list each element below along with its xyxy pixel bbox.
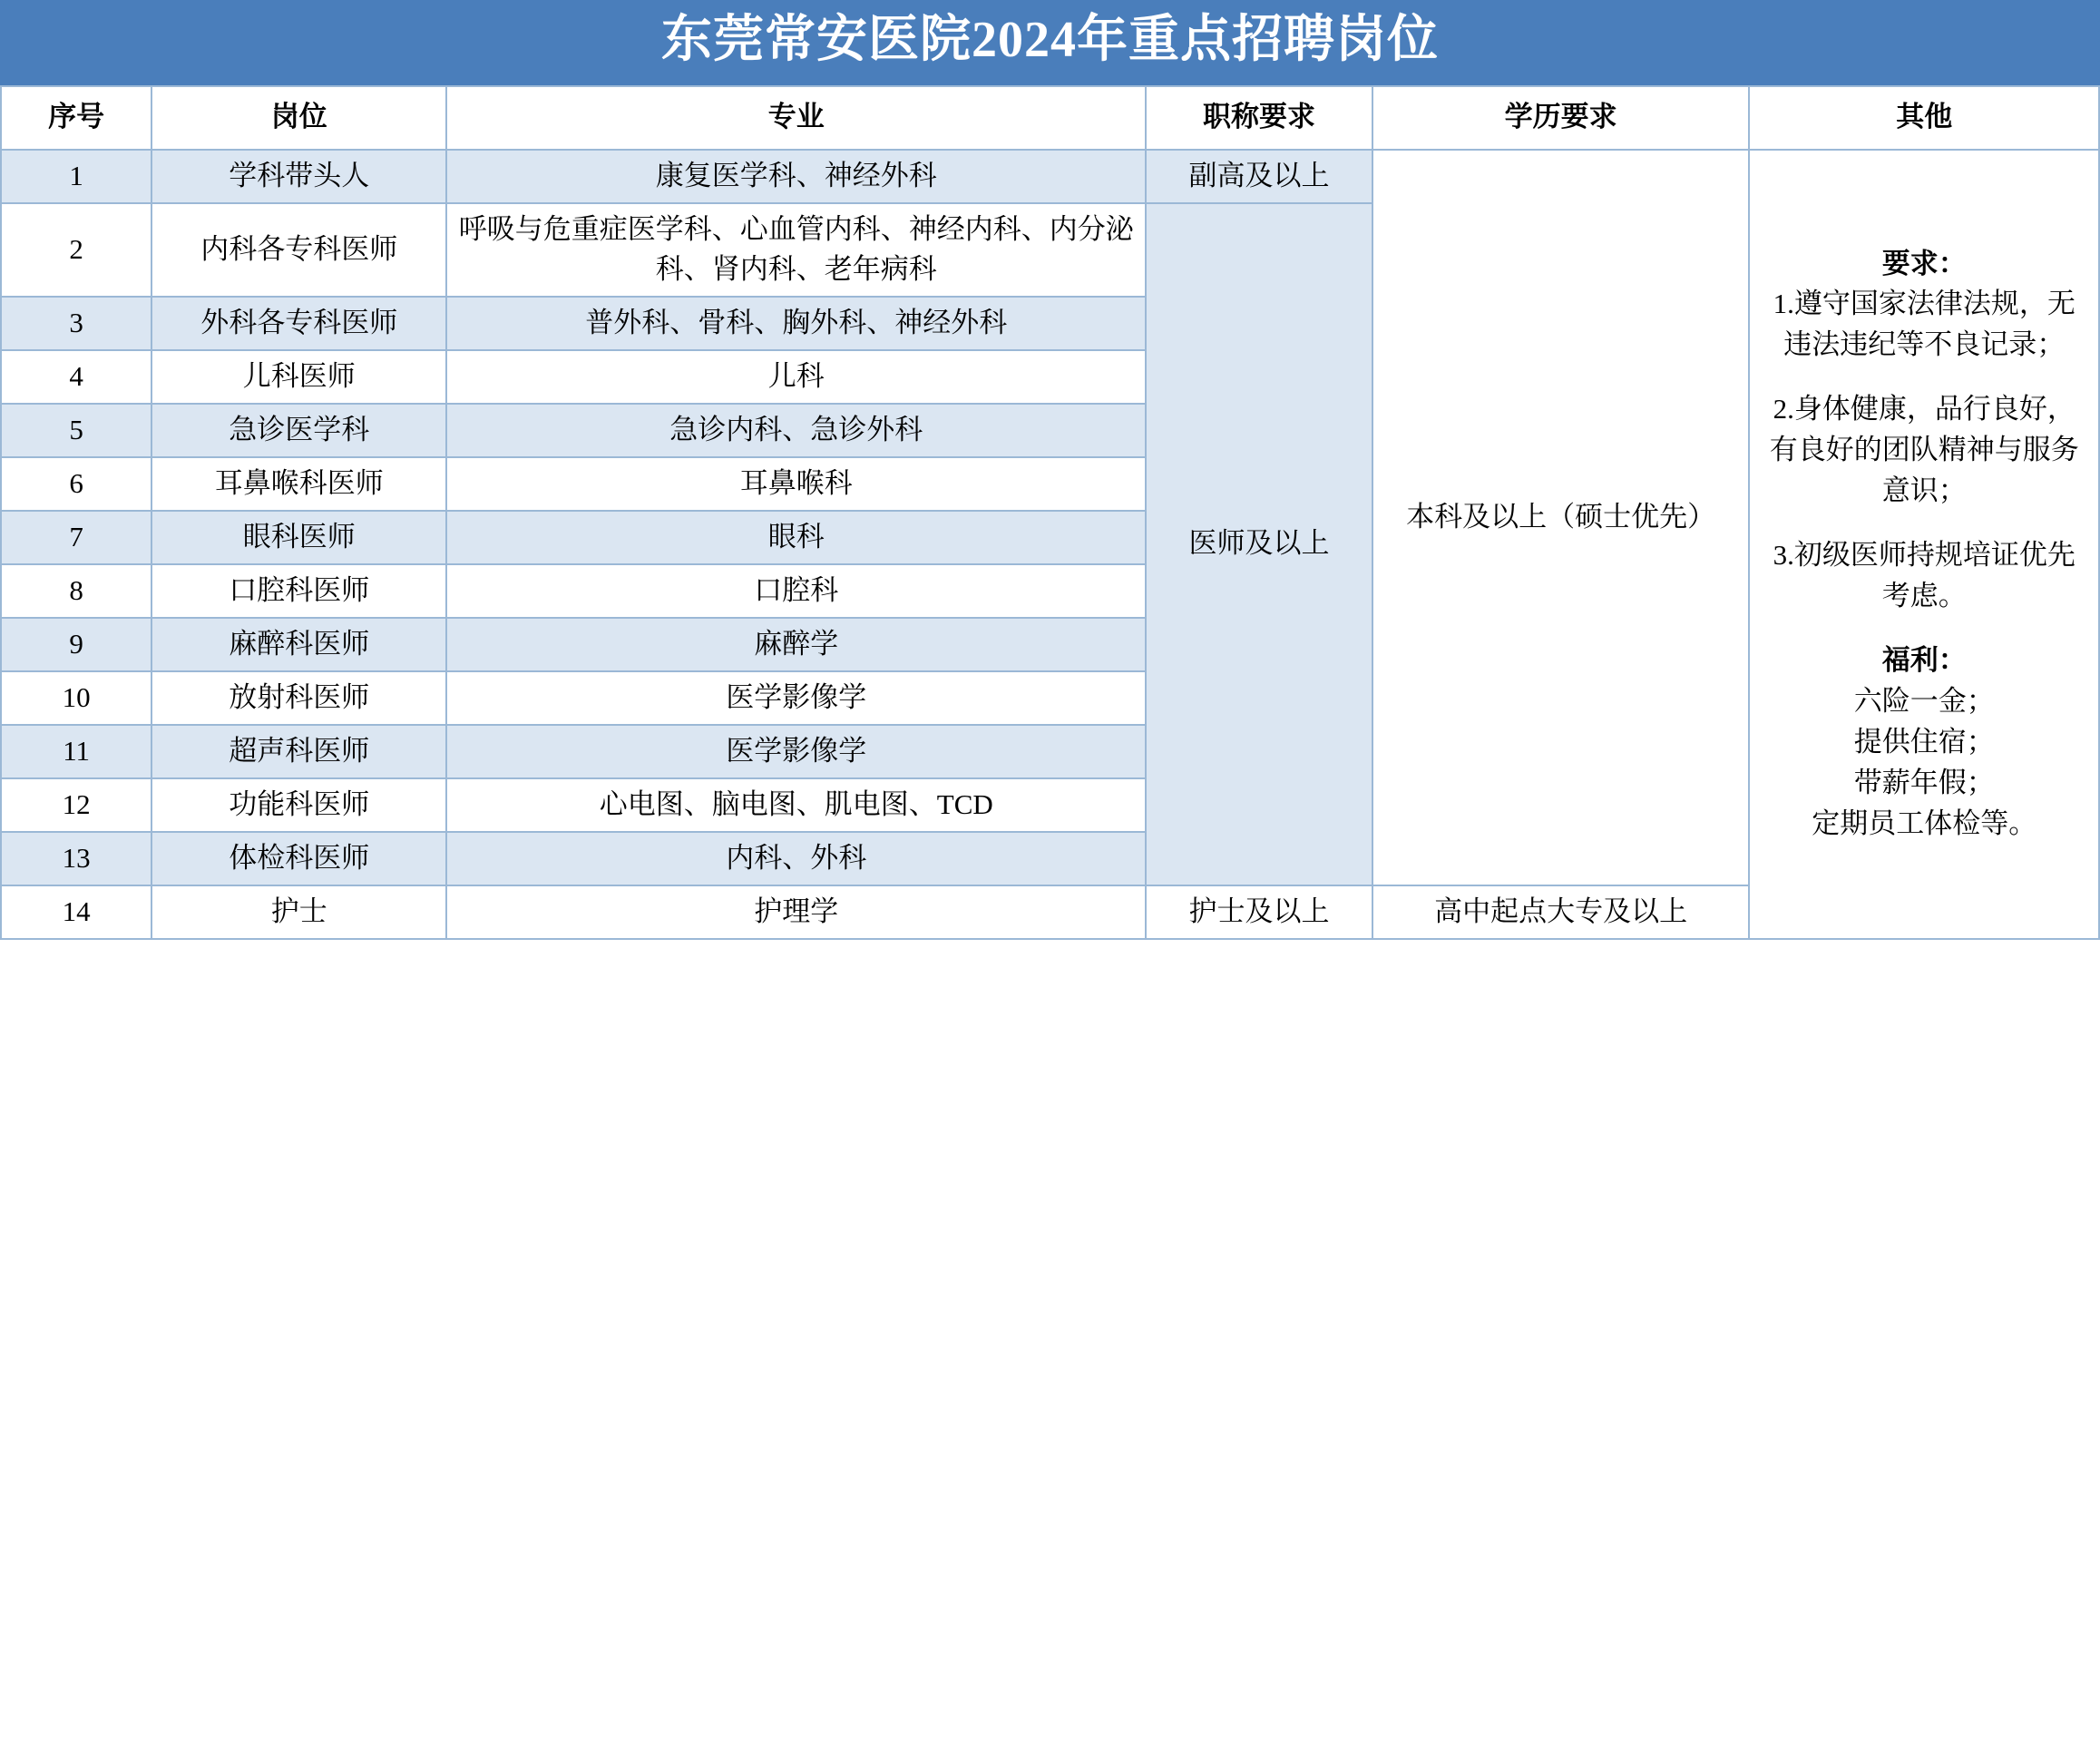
cell-post: 放射科医师	[151, 671, 446, 725]
column-header-other: 其他	[1749, 86, 2099, 150]
cell-no: 6	[1, 457, 151, 511]
other-welfare-2: 提供住宿；	[1853, 725, 1995, 758]
table-row	[1, 150, 2099, 203]
cell-major: 心电图、脑电图、肌电图、TCD	[446, 778, 1146, 832]
other-req-3: 3.初级医师持规培证优先考虑。	[1773, 539, 2076, 612]
cell-no: 13	[1, 832, 151, 885]
other-req-2: 2.身体健康，品行良好，有良好的团队精神与服务意识；	[1769, 393, 2079, 507]
cell-no: 11	[1, 725, 151, 778]
cell-major: 耳鼻喉科	[446, 457, 1146, 511]
cell-no: 10	[1, 671, 151, 725]
cell-post: 护士	[151, 885, 446, 939]
column-header-no: 序号	[1, 86, 151, 150]
other-req-heading: 要求：	[1881, 247, 1967, 279]
cell-post: 儿科医师	[151, 350, 446, 404]
column-header-post: 岗位	[151, 86, 446, 150]
column-header-major: 专业	[446, 86, 1146, 150]
cell-title-doctor: 医师及以上	[1146, 203, 1372, 885]
cell-title-leader: 副高及以上	[1146, 150, 1372, 203]
other-welfare-1: 六险一金；	[1853, 684, 1995, 717]
other-welfare-4: 定期员工体检等。	[1812, 807, 2037, 839]
cell-other-requirements	[1749, 150, 2099, 939]
cell-major: 医学影像学	[446, 671, 1146, 725]
cell-no: 8	[1, 564, 151, 618]
cell-major: 康复医学科、神经外科	[446, 150, 1146, 203]
cell-post: 麻醉科医师	[151, 618, 446, 671]
other-req-1: 1.遵守国家法律法规，无违法违纪等不良记录；	[1773, 288, 2076, 361]
other-welfare-3: 带薪年假；	[1853, 766, 1995, 798]
page-title: 东莞常安医院2024年重点招聘岗位	[0, 0, 2100, 85]
table-header-row	[1, 86, 2099, 150]
column-header-edu: 学历要求	[1372, 86, 1750, 150]
cell-major: 内科、外科	[446, 832, 1146, 885]
cell-post: 体检科医师	[151, 832, 446, 885]
cell-no: 12	[1, 778, 151, 832]
cell-major: 口腔科	[446, 564, 1146, 618]
cell-major: 眼科	[446, 511, 1146, 564]
cell-post: 内科各专科医师	[151, 203, 446, 298]
cell-no: 2	[1, 203, 151, 298]
recruitment-table	[0, 85, 2100, 940]
cell-major: 麻醉学	[446, 618, 1146, 671]
cell-no: 9	[1, 618, 151, 671]
column-header-title: 职称要求	[1146, 86, 1372, 150]
cell-no: 4	[1, 350, 151, 404]
cell-post: 急诊医学科	[151, 404, 446, 457]
cell-title-nurse: 护士及以上	[1146, 885, 1372, 939]
cell-major: 急诊内科、急诊外科	[446, 404, 1146, 457]
cell-major: 呼吸与危重症医学科、心血管内科、神经内科、内分泌科、肾内科、老年病科	[446, 203, 1146, 298]
cell-post: 超声科医师	[151, 725, 446, 778]
cell-post: 耳鼻喉科医师	[151, 457, 446, 511]
cell-post: 眼科医师	[151, 511, 446, 564]
cell-edu-main: 本科及以上（硕士优先）	[1372, 150, 1750, 885]
cell-post: 外科各专科医师	[151, 297, 446, 350]
other-welfare-heading: 福利：	[1881, 644, 1967, 677]
cell-no: 1	[1, 150, 151, 203]
cell-post: 学科带头人	[151, 150, 446, 203]
cell-major: 医学影像学	[446, 725, 1146, 778]
cell-post: 口腔科医师	[151, 564, 446, 618]
cell-major: 护理学	[446, 885, 1146, 939]
cell-no: 14	[1, 885, 151, 939]
cell-major: 儿科	[446, 350, 1146, 404]
cell-edu-nurse: 高中起点大专及以上	[1372, 885, 1750, 939]
cell-no: 7	[1, 511, 151, 564]
cell-no: 5	[1, 404, 151, 457]
cell-major: 普外科、骨科、胸外科、神经外科	[446, 297, 1146, 350]
cell-no: 3	[1, 297, 151, 350]
cell-post: 功能科医师	[151, 778, 446, 832]
